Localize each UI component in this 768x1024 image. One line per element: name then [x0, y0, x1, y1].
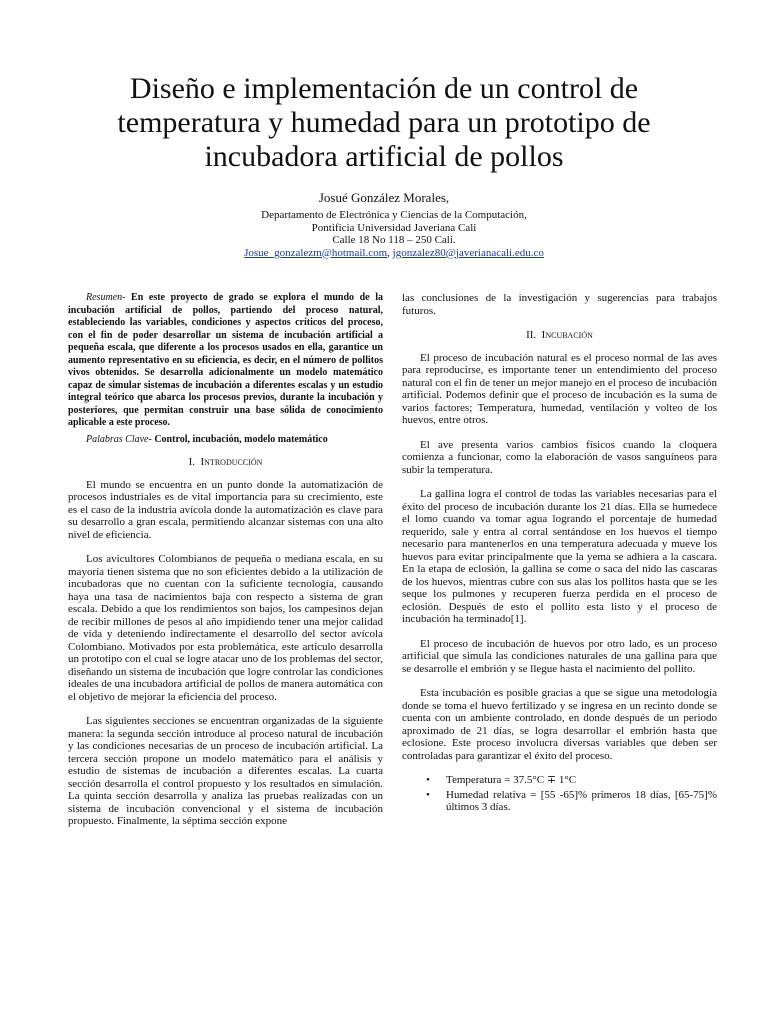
keywords-text: Control, incubación, modelo matemático [151, 433, 328, 445]
paragraph: El ave presenta varios cambios físicos cuando la cloquera comienza a funcionar, como la elaboración de vasos sanguíneos para subir la temperatura. [402, 438, 717, 476]
list-item [426, 788, 717, 814]
keywords [68, 434, 383, 447]
paragraph-continuation: las conclusiones de la investigación y sugerencias para trabajos futuros. [402, 292, 717, 317]
email-link-2[interactable]: jgonzalez80@javerianacali.edu.co [392, 246, 544, 259]
email-separator: , [387, 246, 390, 259]
section-heading-introduccion [68, 456, 383, 469]
section-title: Introducción [200, 456, 263, 468]
affiliation-block [0, 209, 768, 259]
abstract-label: Resumen- [86, 292, 126, 303]
paper-title: Diseño e implementación de un control de temperatura y humedad para un prototipo de incubadora artificial de pollos [117, 72, 651, 173]
bullet-icon: • [426, 788, 430, 801]
email-link-1[interactable]: Josue_gonzalezm@hotmail.com [244, 246, 388, 259]
affiliation-emails [0, 247, 768, 260]
list-item [426, 774, 717, 787]
affiliation-university: Pontificia Universidad Javeriana Cali [311, 221, 477, 234]
author-name: Josué González Morales, [318, 190, 450, 205]
paragraph: Esta incubación es posible gracias a que se sigue una metodología donde se toma el huevo fertilizado y se ingresa en un recinto donde se cuenta con un ambiente controlado, en donde después de un periodo aproximado de 21 días, se logra desarrollar el embrión hasta que eclosione. Este proceso involucra diversas variables que deben ser controladas para garantizar el éxito del proceso. [402, 687, 717, 762]
paragraph: La gallina logra el control de todas las variables necesarias para el éxito del proceso de incubación durante los 21 días. Ella se humedece el lomo cuando va tomar agua logrando el porcentaje de humedad requerido, sale y entra al corral sentándose en los huevos el tiempo necesario para mantenerlos en una temperatura adecuada y mueve los huevos para evitar principalmente que la yema se adhiera a la cascara. En la etapa de eclosión, la gallina se come o saca del nido las cascaras de los huevos, mientras cubre con sus alas los pollitos hasta que se les seque los pulmones y recuperen fuerza perdida en el proceso de eclosión. Después de esto el pollito esta listo y el proceso de incubación ha terminado[1]. [402, 488, 717, 625]
section-heading-incubacion [402, 329, 717, 342]
paragraph: El mundo se encuentra en un punto donde la automatización de procesos industriales es de vital importancia para su crecimiento, este es el caso de la industria avícola donde la automatización es clave para su desarrollo a gran escala, permitiendo alcanzar sistemas con una alto nivel de eficiencia. [68, 478, 383, 541]
section-number: I. [188, 456, 196, 468]
keywords-label: Palabras Clave- [86, 433, 152, 445]
section-number: II. [526, 329, 537, 341]
bullet-icon: • [426, 774, 430, 786]
list-item-text: Humedad relativa = [55 -65]% primeros 18 días, [65-75]% últimos 3 días. [446, 788, 717, 813]
right-column [402, 292, 717, 816]
abstract [68, 292, 383, 430]
paragraph: Los avicultores Colombianos de pequeña o mediana escala, en su mayoría tienen sistema que no son eficientes debido a la utilización de incubadoras que no cuentan con la suficiente tecnología, causando haya una tasa de nacimientos baja con respecto a sistema de gran escala. Debido a que los rendimientos son bajos, los campesinos dejan de recibir millones de pesos al año impidiendo tener una mejor calidad de vida y deteniendo indirectamente el desarrollo del sector avícola Colombiano. Motivados por esta problemática, este artículo desarrolla un prototipo con el cual se logre atacar uno de los problemas del sector, diseñando un sistema de incubación que logre controlar las condiciones ideales de una incubadora artificial de pollos de manera automática con el objetivo de mejorar la eficiencia del proceso. [68, 553, 383, 703]
paragraph: El proceso de incubación de huevos por otro lado, es un proceso artificial que simula las condiciones naturales de una gallina para que se desarrolle el embrión y se llegue hasta el nacimiento del pollito. [402, 637, 717, 675]
paragraph: Las siguientes secciones se encuentran organizadas de la siguiente manera: la segunda sección introduce al proceso natural de incubación y las condiciones necesarias de un proceso de incubación artificial. La tercera sección propone un modelo matemático para el análisis y estudio de sistemas de incubación a diferentes escalas. La cuarta sección desarrolla el control propuesto y los resultados en simulación. La quinta sección desarrolla y analiza las pruebas realizadas con un sistema de incubación convencional y el sistema de incubación propuesto. Finalmente, la séptima sección expone [68, 715, 383, 827]
paragraph: El proceso de incubación natural es el proceso normal de las aves para reproducirse, es importante tener un entendimiento del proceso natural con el fin de tener un mejor manejo en el proceso de incubación artificial. Podemos definir que el proceso de incubación es la suma de varios factores; Temperatura, humedad, ventilación y volteo de los huevos, entre otros. [402, 351, 717, 426]
affiliation-address: Calle 18 No 118 – 250 Cali. [332, 234, 456, 246]
affiliation-department: Departamento de Electrónica y Ciencias de la Computación, [261, 209, 527, 221]
left-column [68, 292, 383, 840]
abstract-text: En este proyecto de grado se explora el mundo de la incubación artificial de pollos, partiendo del proceso natural, estableciendo las variables, condiciones y aspectos críticos del proceso, con el fin de poder desarrollar un sistema de incubación artificial a pequeña escala, que diferente a los procesos usados en ella, garantice un aumento representativo en su eficiencia, es decir, en el número de pollitos vivos obtenidos. Se desarrolla adicionalmente un modelo matemático capaz de simular sistemas de incubación a diferentes escalas y un estudio integral teórico que abarca los procesos previos, durante la incubación y posteriores, que permitan construir una base sólida de conocimiento aplicable a este proceso. [68, 292, 383, 428]
list-item-text: Temperatura = 37.5°C ∓ 1°C [446, 774, 577, 786]
variables-list [402, 774, 717, 814]
section-title: Incubación [541, 329, 593, 341]
